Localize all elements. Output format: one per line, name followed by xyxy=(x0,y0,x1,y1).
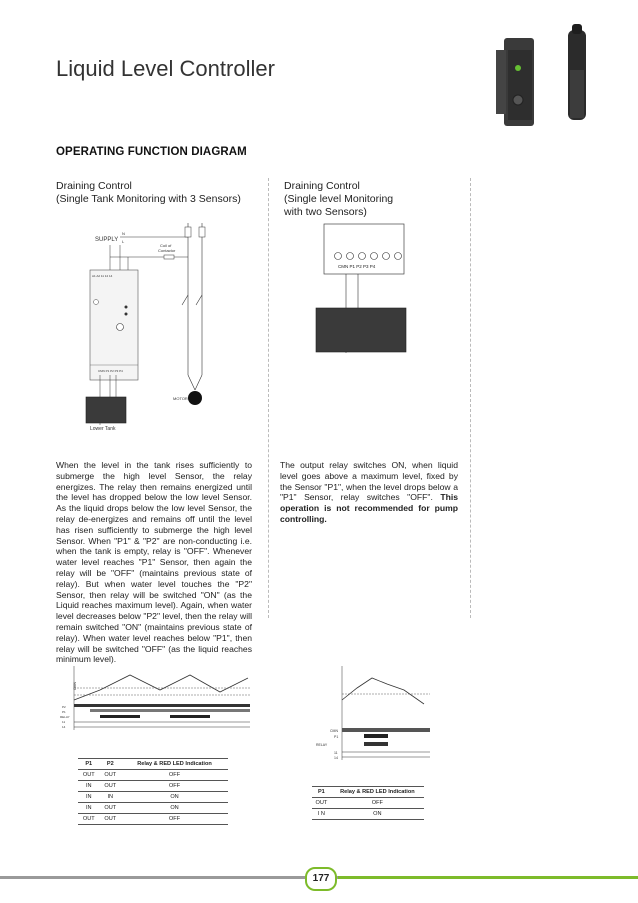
table-row xyxy=(78,814,228,825)
table-header: Relay & RED LED Indication xyxy=(121,759,228,770)
table-cell: OUT xyxy=(312,798,331,809)
right-timing-p1: P1 xyxy=(334,735,339,739)
table-row xyxy=(78,803,228,814)
bottom-terminal-label: CMN P1 P2 P3 P4 xyxy=(98,369,123,373)
supply-l-label: L xyxy=(122,239,125,244)
left-heading xyxy=(56,180,241,206)
table-cell: ON xyxy=(121,792,228,803)
top-terminal-label: A1 A2 11 12 14 xyxy=(92,274,113,278)
left-timing-p1: P1 xyxy=(62,710,66,714)
table-header-row xyxy=(78,759,228,770)
column-divider xyxy=(268,178,269,618)
table-cell: IN xyxy=(78,792,100,803)
supply-n-label: N xyxy=(122,231,125,236)
right-heading-line3: with two Sensors) xyxy=(284,206,367,218)
table-cell: OUT xyxy=(100,803,122,814)
table-cell: OUT xyxy=(100,781,122,792)
table-header-row xyxy=(312,787,424,798)
table-cell: I N xyxy=(312,809,331,820)
table-cell: OFF xyxy=(121,770,228,781)
column-divider-right xyxy=(470,178,471,618)
right-timing-diagram xyxy=(312,660,442,770)
table-cell: OFF xyxy=(331,798,424,809)
left-timing-cmn: CMN xyxy=(73,682,77,690)
right-heading-line1: Draining Control xyxy=(284,180,360,192)
left-timing-relay: RELAY xyxy=(60,715,70,719)
right-description-warning: This operation is not recommended for pump controlling. xyxy=(280,492,458,524)
left-timing-11: 11 xyxy=(62,720,66,724)
right-relay-table xyxy=(312,786,424,820)
left-description: When the level in the tank rises sufficiently to submerge the high level Sensor, the relay energizes. The relay then remains energized until the level has dropped below the low level Sensor. As the liquid drops below the low level Sensor, the relay de-energizes and remains off until the level has risen sufficiently to submerge the high level Sensor. When "P1" & "P2" are non-conducting i.e. when the tank is empty, relay is "OFF". Whenever water level reaches "P1" Sensor, then again the relay will be "OFF" (maintains previous state of relay). But when water level touches the "P2" Sensor, then relay will be switched "ON" (as the Liquid reaches maximum level). Again, when water level decreases below "P2" level, then the relay will remain switched "ON" (maintains previous state of relay). When water level reaches below "P1", then relay will be switched "OFF" (as the liquid reaches minimum level). xyxy=(56,460,252,665)
left-heading-line1: Draining Control xyxy=(56,180,132,192)
right-wiring-diagram xyxy=(300,218,420,358)
left-heading-line2: (Single Tank Monitoring with 3 Sensors) xyxy=(56,193,241,205)
table-header: P1 xyxy=(78,759,100,770)
table-header: P1 xyxy=(312,787,331,798)
table-cell: OFF xyxy=(121,814,228,825)
product-photo xyxy=(490,20,630,130)
page-title: Liquid Level Controller xyxy=(56,56,275,81)
motor-label: MOTOR xyxy=(173,396,188,401)
table-row xyxy=(312,798,424,809)
table-cell: IN xyxy=(78,781,100,792)
contactor-label-1: Coil of xyxy=(160,243,172,248)
right-timing-11: 11 xyxy=(334,751,338,755)
supply-label: SUPPLY xyxy=(95,237,119,243)
table-row xyxy=(78,770,228,781)
footer-rule-accent xyxy=(338,876,638,879)
left-wiring-diagram xyxy=(80,215,230,435)
contactor-label-2: Contactor xyxy=(158,248,176,253)
right-timing-cmn: CMN xyxy=(330,729,338,733)
table-cell: OUT xyxy=(78,814,100,825)
left-relay-table xyxy=(78,758,228,825)
section-title: OPERATING FUNCTION DIAGRAM xyxy=(56,146,247,158)
left-timing-p2: P2 xyxy=(62,705,66,709)
table-cell: OFF xyxy=(121,781,228,792)
table-cell: IN xyxy=(100,792,122,803)
table-cell: ON xyxy=(331,809,424,820)
table-row xyxy=(78,792,228,803)
right-heading xyxy=(284,180,393,219)
table-cell: IN xyxy=(78,803,100,814)
table-header: P2 xyxy=(100,759,122,770)
right-description-text: The output relay switches ON, when liquid level goes above a maximum level, fixed by the Sensor "P1", when the level drops below a "P1" Sensor, relay switches "OFF". xyxy=(280,460,458,503)
right-timing-14: 14 xyxy=(334,756,338,760)
right-heading-line2: (Single level Monitoring xyxy=(284,193,394,205)
page-number: 177 xyxy=(305,867,337,891)
table-row xyxy=(78,781,228,792)
table-cell: OUT xyxy=(100,814,122,825)
table-cell: OUT xyxy=(78,770,100,781)
left-timing-14: 14 xyxy=(62,725,66,729)
right-description xyxy=(280,460,458,525)
table-cell: ON xyxy=(121,803,228,814)
right-terminal-label: CMN P1 P2 P3 P4 xyxy=(338,264,376,269)
lower-tank-label: Lower Tank xyxy=(90,426,116,432)
table-cell: OUT xyxy=(100,770,122,781)
left-timing-diagram xyxy=(60,660,260,740)
table-row xyxy=(312,809,424,820)
right-timing-relay: RELAY xyxy=(316,743,328,747)
table-header: Relay & RED LED Indication xyxy=(331,787,424,798)
